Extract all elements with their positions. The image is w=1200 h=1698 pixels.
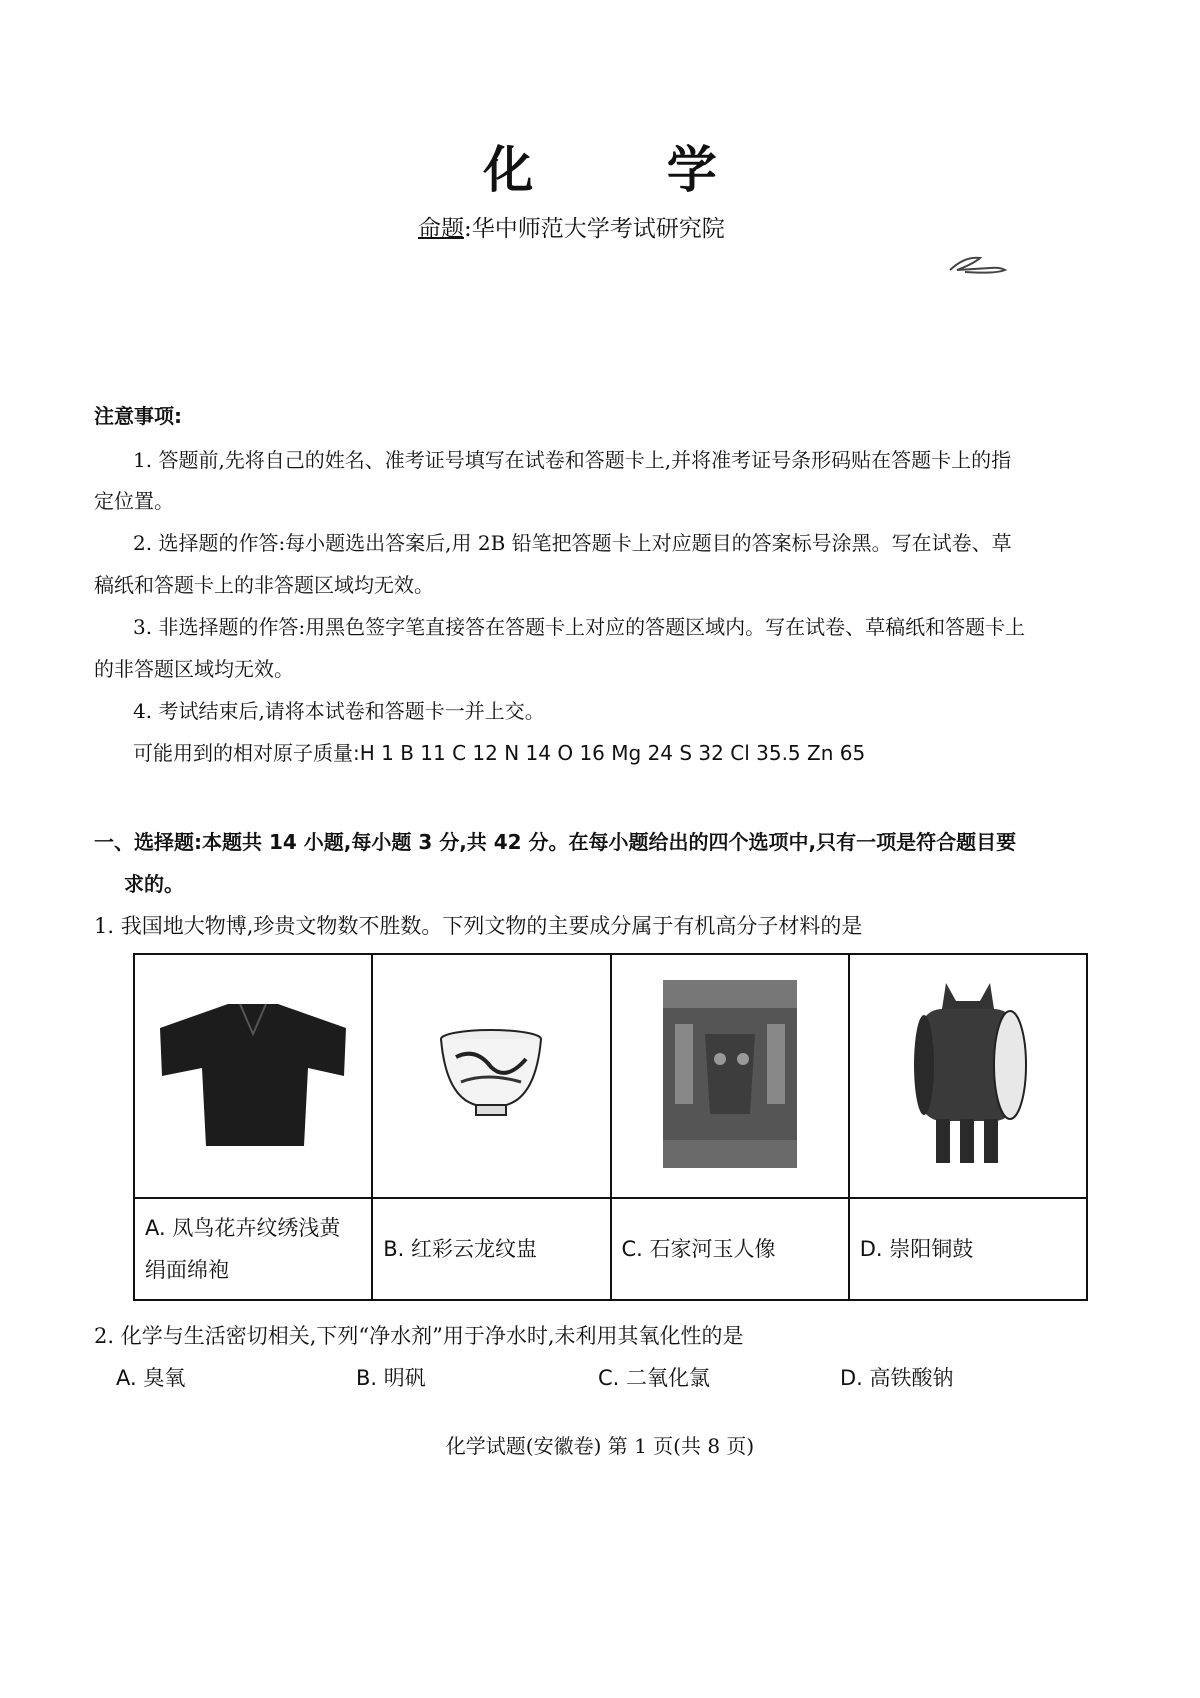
robe-image-icon [158,994,348,1154]
pen-scribble-icon [945,250,1010,278]
author-line [418,210,725,243]
option-b-label: B. 红彩云龙纹盅 [372,1198,610,1300]
question-2-option-d: D. 高铁酸钠 [840,1366,954,1390]
option-d-label: D. 崇阳铜鼓 [849,1198,1087,1300]
notice-line-4: 稿纸和答题卡上的非答题区域均无效。 [94,573,434,597]
option-c-label: C. 石家河玉人像 [611,1198,849,1300]
page-footer: 化学试题(安徽卷) 第 1 页(共 8 页) [445,1434,755,1458]
question-1-options-table [133,953,1088,1301]
bronze-drum-image-icon [898,979,1038,1169]
question-1-stem: 1. 我国地大物博,珍贵文物数不胜数。下列文物的主要成分属于有机高分子材料的是 [94,914,863,938]
notice-line-1: 1. 答题前,先将自己的姓名、准考证号填写在试卷和答题卡上,并将准考证号条形码贴在答题卡上的指 [133,448,1012,472]
notice-line-2: 定位置。 [94,489,174,513]
jade-figure-image-icon [655,974,805,1174]
notice-line-5: 3. 非选择题的作答:用黑色签字笔直接答在答题卡上对应的答题区域内。写在试卷、草稿纸和答题卡上 [133,615,1026,639]
porcelain-cup-image-icon [436,1027,546,1122]
notice-line-6: 的非答题区域均无效。 [94,657,294,681]
notice-heading: 注意事项: [94,404,182,428]
section-1-heading-cont: 求的。 [124,872,184,896]
option-a-image-cell [134,954,372,1198]
option-c-image-cell [611,954,849,1198]
question-2-option-b: B. 明矾 [356,1366,426,1390]
notice-line-7: 4. 考试结束后,请将本试卷和答题卡一并上交。 [133,699,545,723]
notice-line-3: 2. 选择题的作答:每小题选出答案后,用 2B 铅笔把答题卡上对应题目的答案标号涂黑。写在试卷、草 [133,531,1012,555]
question-2-stem: 2. 化学与生活密切相关,下列“净水剂”用于净水时,未利用其氧化性的是 [94,1324,744,1348]
page-title: 化 学 [483,140,775,199]
option-a-label: A. 凤鸟花卉纹绣浅黄绢面绵袍 [134,1198,372,1300]
option-d-image-cell [849,954,1087,1198]
author-value: :华中师范大学考试研究院 [464,216,725,242]
section-1-heading: 一、选择题:本题共 14 小题,每小题 3 分,共 42 分。在每小题给出的四个选项中,只有一项是符合题目要 [94,830,1017,854]
atomic-mass-line: 可能用到的相对原子质量:H 1 B 11 C 12 N 14 O 16 Mg 24 S 32 Cl 35.5 Zn 65 [133,741,866,765]
author-label: 命题 [418,216,464,242]
option-b-image-cell [372,954,610,1198]
question-2-option-a: A. 臭氧 [116,1366,186,1390]
question-2-option-c: C. 二氧化氯 [598,1366,711,1390]
